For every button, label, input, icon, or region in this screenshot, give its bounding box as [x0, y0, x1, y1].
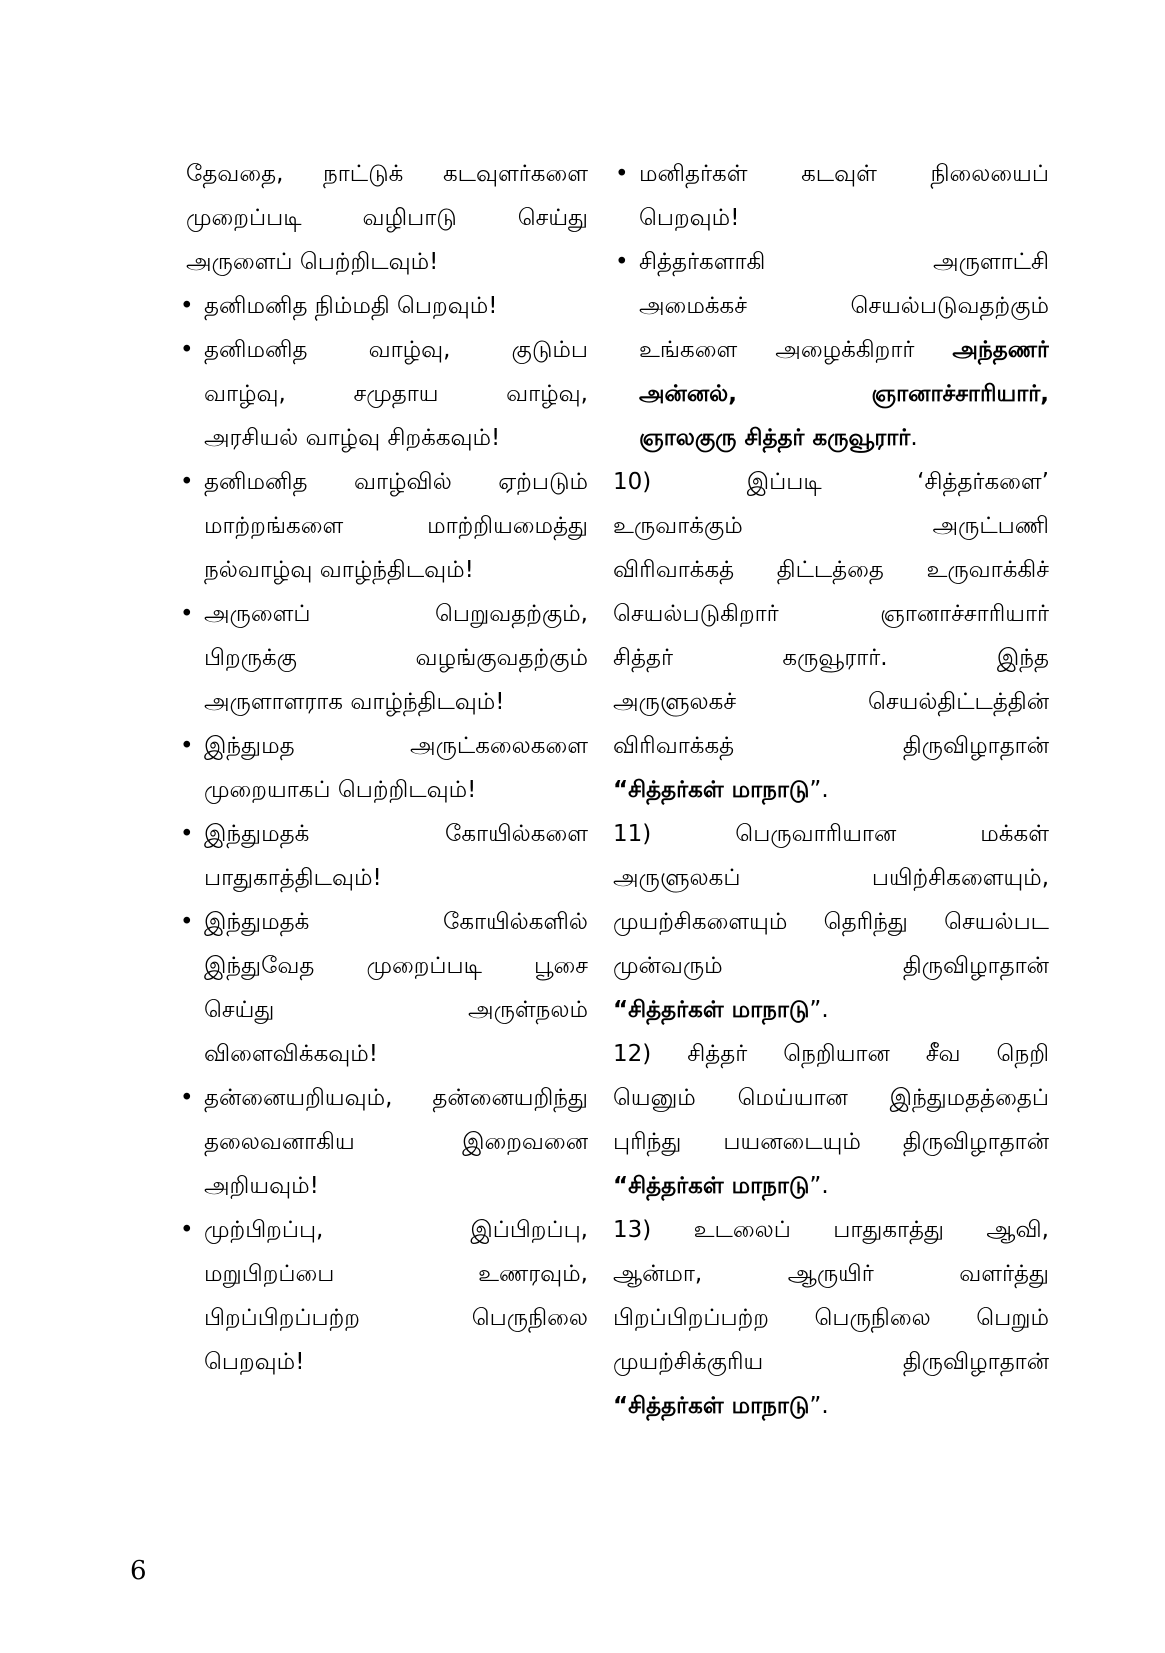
text-line: நல்வாழ்வு வாழ்ந்திடவும்! [204, 557, 474, 583]
text-line: அருளுலகப் பயிற்சிகளையும், [613, 865, 1049, 891]
text-line: பெறவும்! [204, 1349, 305, 1375]
text-line: இந்துவேத முறைப்படி பூசை [204, 953, 588, 979]
text-line: முறைப்படி வழிபாடு செய்து [186, 205, 588, 231]
left-column [178, 152, 588, 1384]
conference-name: “சித்தர்கள் மாநாடு [613, 1393, 810, 1419]
text-line: அருளாளராக வாழ்ந்திடவும்! [204, 689, 505, 715]
text-span: ”. [809, 777, 829, 803]
bullet-item: • இந்துமதக் கோயில்களில் [178, 900, 588, 944]
page-number: 6 [130, 1556, 147, 1586]
text-line: பிறப்பிறப்பற்ற பெருநிலை [204, 1305, 588, 1331]
numbered-paragraph: 13) உடலைப் பாதுகாத்து ஆவி, [613, 1217, 1049, 1243]
text-line: அருளுலகச் செயல்திட்டத்தின் [613, 689, 1049, 715]
text-line: பிறப்பிறப்பற்ற பெருநிலை பெறும் [613, 1305, 1049, 1331]
text-line: உருவாக்கும் அருட்பணி [613, 513, 1049, 539]
text-line [613, 988, 1049, 1032]
text-line [613, 328, 1049, 372]
numbered-paragraph: 10) இப்படி ‘சித்தர்களை’ [613, 469, 1049, 495]
text-line [613, 416, 1049, 460]
text-line [613, 768, 1049, 812]
honorific-name: அந்தணர் [952, 337, 1049, 363]
text-line: மறுபிறப்பை உணரவும், [204, 1261, 588, 1287]
text-line: முயற்சிக்குரிய திருவிழாதான் [613, 1349, 1049, 1375]
text-line: முயற்சிகளையும் தெரிந்து செயல்பட [613, 909, 1049, 935]
text-line: புரிந்து பயனடையும் திருவிழாதான் [613, 1129, 1049, 1155]
text-line: வாழ்வு, சமுதாய வாழ்வு, [204, 381, 588, 407]
text-line: விரிவாக்கத் திட்டத்தை உருவாக்கிச் [613, 557, 1049, 583]
bullet-item: • தனிமனித வாழ்வில் ஏற்படும் [178, 460, 588, 504]
bullet-item: • இந்துமத அருட்கலைகளை [178, 724, 588, 768]
bullet-item: • தனிமனித வாழ்வு, குடும்ப [178, 328, 588, 372]
text-line: விரிவாக்கத் திருவிழாதான் [613, 733, 1049, 759]
text-line: ஆன்மா, ஆருயிர் வளர்த்து [613, 1261, 1049, 1287]
text-line: அரசியல் வாழ்வு சிறக்கவும்! [204, 425, 501, 451]
text-line [613, 1164, 1049, 1208]
text-line: அமைக்கச் செயல்படுவதற்கும் [639, 293, 1049, 319]
bullet-item: • இந்துமதக் கோயில்களை [178, 812, 588, 856]
text-line: செயல்படுகிறார் ஞானாச்சாரியார் [613, 601, 1049, 627]
conference-name: “சித்தர்கள் மாநாடு [613, 997, 810, 1023]
bullet-item: • சித்தர்களாகி அருளாட்சி [613, 240, 1049, 284]
text-line: பாதுகாத்திடவும்! [204, 865, 382, 891]
text-line: அருளைப் பெற்றிடவும்! [186, 249, 439, 275]
bullet-item: • அருளைப் பெறுவதற்கும், [178, 592, 588, 636]
honorific-name: ஞாலகுரு சித்தர் கருவூரார் [639, 425, 911, 451]
text-line: யெனும் மெய்யான இந்துமதத்தைப் [613, 1085, 1049, 1111]
text-span: ”. [809, 997, 829, 1023]
text-line: பெறவும்! [639, 205, 740, 231]
text-line: முன்வரும் திருவிழாதான் [613, 953, 1049, 979]
right-column [613, 152, 1049, 1428]
text-line: விளைவிக்கவும்! [204, 1041, 379, 1067]
text-line [613, 372, 1049, 416]
text-line: அறியவும்! [204, 1173, 319, 1199]
numbered-paragraph: 12) சித்தர் நெறியான சீவ நெறி [613, 1041, 1049, 1067]
text-span: ”. [809, 1393, 829, 1419]
text-span: . [910, 425, 918, 451]
bullet-item: • தனிமனித நிம்மதி பெறவும்! [178, 284, 588, 328]
bullet-item: • மனிதர்கள் கடவுள் நிலையைப் [613, 152, 1049, 196]
text-line: சித்தர் கருவூரார். இந்த [613, 645, 1049, 671]
text-line: பிறருக்கு வழங்குவதற்கும் [204, 645, 588, 671]
conference-name: “சித்தர்கள் மாநாடு [613, 1173, 810, 1199]
bullet-item: • முற்பிறப்பு, இப்பிறப்பு, [178, 1208, 588, 1252]
numbered-paragraph: 11) பெருவாரியான மக்கள் [613, 821, 1049, 847]
bullet-item: • தன்னையறியவும், தன்னையறிந்து [178, 1076, 588, 1120]
text-span: உங்களை அழைக்கிறார் [639, 337, 915, 363]
text-line: முறையாகப் பெற்றிடவும்! [204, 777, 477, 803]
text-line: மாற்றங்களை மாற்றியமைத்து [204, 513, 588, 539]
conference-name: “சித்தர்கள் மாநாடு [613, 777, 810, 803]
text-line: செய்து அருள்நலம் [204, 997, 588, 1023]
text-line: தலைவனாகிய இறைவனை [204, 1129, 588, 1155]
text-line [613, 1384, 1049, 1428]
text-span: ”. [809, 1173, 829, 1199]
text-line: தேவதை, நாட்டுக் கடவுளர்களை [186, 161, 588, 187]
honorific-name: அன்னல், ஞானாச்சாரியார், [639, 381, 1049, 407]
